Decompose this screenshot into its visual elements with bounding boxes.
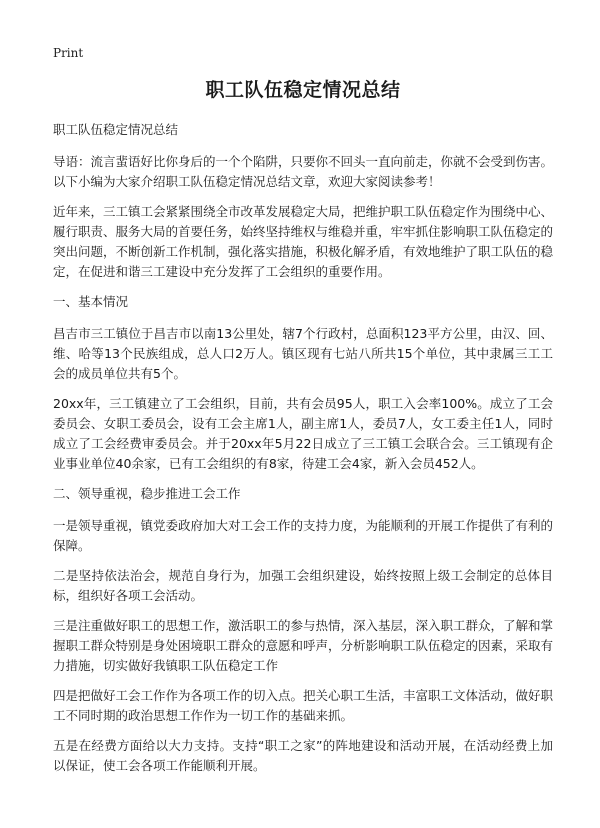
paragraph: 一是领导重视，镇党委政府加大对工会工作的支持力度，为能顺利的开展工作提供了有利的保障。 bbox=[53, 518, 554, 553]
document-body bbox=[53, 76, 553, 786]
paragraph: 四是把做好工会工作作为各项工作的切入点。把关心职工生活，丰富职工文体活动，做好职工不同时期的政治思想工作作为一切工作的基础来抓。 bbox=[53, 688, 554, 723]
paragraph: 近年来，三工镇工会紧紧围绕全市改革发展稳定大局，把维护职工队伍稳定作为围绕中心、履行职责、服务大局的首要任务，始终坚持维权与维稳并重，牢牢抓住影响职工队伍稳定的突出问题，不断创新工作机制，强化落实措施，积极化解矛盾，有效地维护了职工队伍的稳定，在促进和谐三工建设中充分发挥了工会组织的重要作用。 bbox=[53, 204, 554, 279]
paragraph: 三是注重做好职工的思想工作，激活职工的参与热情，深入基层，深入职工群众，了解和掌握职工群众特别是身处困境职工群众的意愿和呼声，分析影响职工队伍稳定的因素，采取有力措施，切实做好我镇职工队伍稳定工作 bbox=[53, 618, 554, 673]
print-link[interactable]: Print bbox=[53, 46, 84, 60]
document-subtitle: 职工队伍稳定情况总结 bbox=[53, 122, 179, 137]
document-content bbox=[53, 152, 553, 776]
section-heading: 一、基本情况 bbox=[53, 294, 129, 309]
paragraph: 导语：流言蜚语好比你身后的一个个陷阱，只要你不回头一直向前走，你就不会受到伤害。以下小编为大家介绍职工队伍稳定情况总结文章，欢迎大家阅读参考！ bbox=[53, 154, 554, 189]
paragraph: 五是在经费方面给以大力支持。支持“职工之家”的阵地建设和活动开展，在活动经费上加以保证，使工会各项工作能顺利开展。 bbox=[53, 738, 553, 773]
paragraph: 二是坚持依法治会，规范自身行为，加强工会组织建设，始终按照上级工会制定的总体目标，组织好各项工会活动。 bbox=[53, 568, 553, 603]
paragraph: 昌吉市三工镇位于昌吉市以南13公里处，辖7个行政村，总面积123平方公里，由汉、回、维、哈等13个民族组成，总人口2万人。镇区现有七站八所共15个单位，其中隶属三工工会的成员单位共有5个。 bbox=[53, 326, 553, 381]
paragraph: 20xx年，三工镇建立了工会组织，目前，共有会员95人，职工入会率100%。成立了工会委员会、女职工委员会，设有工会主席1人，副主席1人，委员7人，女工委主任1人，同时成立了工会经费审委员会。并于20xx年5月22日成立了三工镇工会联合会。三工镇现有企业事业单位40余家，已有工会组织的有8家，待建工会4家，新入会员452人。 bbox=[53, 396, 553, 471]
document-title: 职工队伍稳定情况总结 bbox=[205, 79, 401, 101]
section-heading: 二、领导重视，稳步推进工会工作 bbox=[53, 486, 241, 501]
